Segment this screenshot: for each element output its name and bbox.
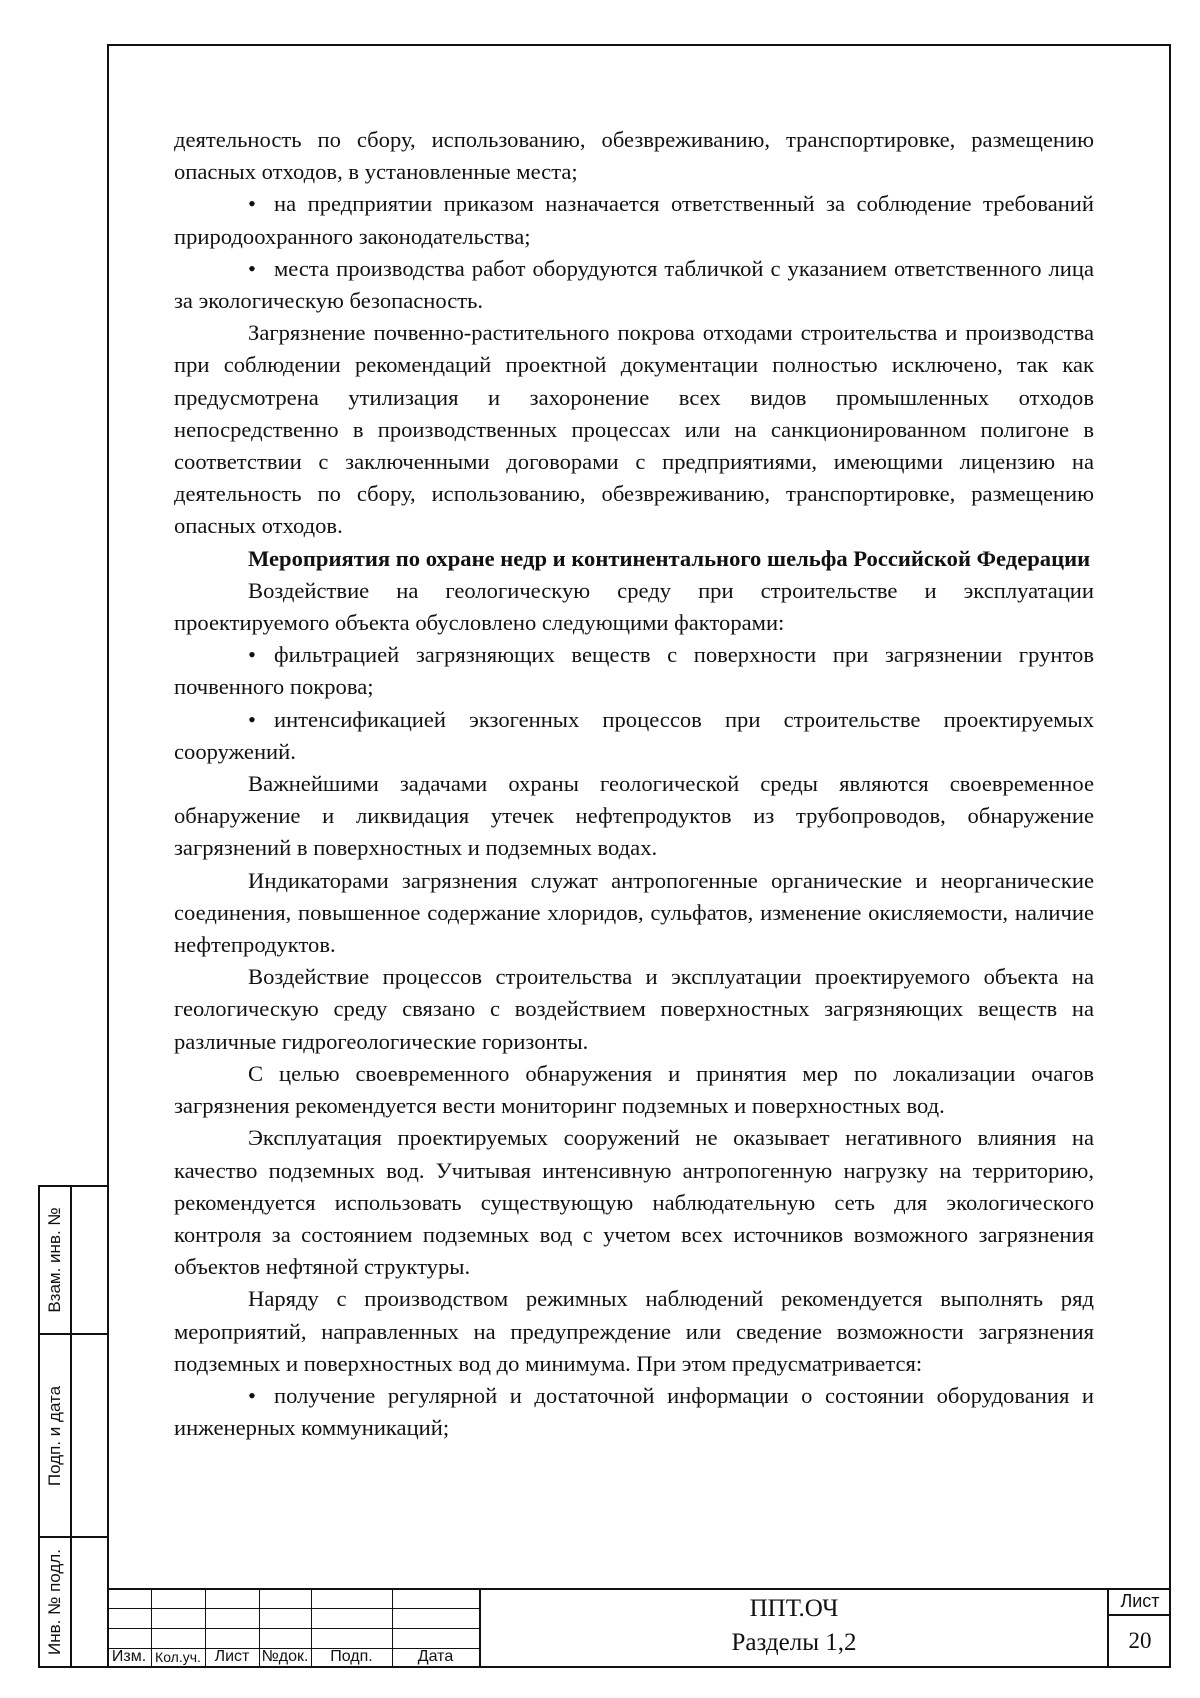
document-designation <box>481 1588 1107 1668</box>
title-block <box>107 1588 1171 1668</box>
bullet-item <box>174 253 1094 317</box>
section-heading: Мероприятия по охране недр и континентального шельфа Российской Федерации <box>248 545 1091 571</box>
bullet-text: интенсификацией экзогенных процессов при строительстве проектируемых сооружений. <box>174 706 1094 764</box>
column-podp: Подп. <box>330 1648 373 1665</box>
sheet-cell <box>1107 1588 1171 1668</box>
column-data: Дата <box>417 1648 454 1665</box>
paragraph: Воздействие на геологическую среду при строительстве и эксплуатации проектируемого объекта обусловлено следующими факторами: <box>174 577 1094 636</box>
bullet-text: места производства работ оборудуются табличкой с указанием ответственного лица за экологическую безопасность. <box>174 255 1094 314</box>
paragraph: Загрязнение почвенно-растительного покрова отходами строительства и производства при соблюдении рекомендаций проектной документации полностью исключено, так как предусмотрена утилизация и захоронение всех видов промышленных отходов непосредственно в производственных процессах или на санкционированном полигоне в соответствии с заключенными договорами с предприятиями, имеющими лицензию на деятельность по сбору, использованию, обезвреживанию, транспортировке, размещению опасных отходов. <box>174 320 1094 539</box>
bullet-icon: • <box>248 642 256 668</box>
side-label-inv: Инв. № подл. <box>45 1549 64 1655</box>
column-izm: Изм. <box>111 1648 147 1665</box>
document-body <box>174 124 1094 1444</box>
doc-code: ППТ.ОЧ <box>749 1595 839 1622</box>
side-label-sign-date: Подп. и дата <box>45 1385 64 1486</box>
sheet-number: 20 <box>1128 1628 1152 1653</box>
column-list: Лист <box>214 1648 250 1665</box>
bullet-icon: • <box>248 255 256 281</box>
doc-title: Разделы 1,2 <box>731 1629 857 1656</box>
side-label-swap: Взам. инв. № <box>45 1207 64 1313</box>
bullet-item <box>174 188 1094 252</box>
paragraph: Эксплуатация проектируемых сооружений не оказывает негативного влияния на качество подземных вод. Учитывая интенсивную антропогенную нагрузку на территорию, рекомендуется использовать существующую наблюдательную сеть для экологического контроля за состоянием подземных вод с учетом всех источников возможного загрязнения объектов нефтяной структуры. <box>174 1125 1094 1280</box>
bullet-icon: • <box>248 191 256 217</box>
side-field-swap <box>38 1185 107 1335</box>
paragraph: Индикаторами загрязнения служат антропогенные органические и неорганические соединения, повышенное содержание хлоридов, сульфатов, изменение окисляемости, наличие нефтепродуктов. <box>174 867 1094 958</box>
bullet-item <box>174 639 1094 703</box>
bullet-icon: • <box>248 706 256 732</box>
column-ndok: №док. <box>261 1648 309 1665</box>
bullet-text: получение регулярной и достаточной информации о состоянии оборудования и инженерных коммуникаций; <box>174 1382 1094 1441</box>
bullet-item <box>174 704 1094 768</box>
paragraph: Наряду с производством режимных наблюдений рекомендуется выполнять ряд мероприятий, направленных на предупреждение или сведение возможности загрязнения подземных и поверхностных вод до минимума. При этом предусматривается: <box>174 1286 1094 1376</box>
paragraph: деятельность по сбору, использованию, обезвреживанию, транспортировке, размещению опасных отходов, в установленные места; <box>174 127 1094 185</box>
paragraph: С целью своевременного обнаружения и принятия мер по локализации очагов загрязнения рекомендуется вести мониторинг подземных и поверхностных вод. <box>174 1060 1094 1119</box>
bullet-item <box>174 1380 1094 1444</box>
paragraph: Воздействие процессов строительства и эксплуатации проектируемого объекта на геологическую среду связано с воздействием поверхностных загрязняющих веществ на различные гидрогеологические горизонты. <box>174 964 1094 1054</box>
revision-grid <box>107 1588 481 1668</box>
column-kol-uch: Кол.уч. <box>155 1649 201 1665</box>
bullet-text: на предприятии приказом назначается ответственный за соблюдение требований природоохранного законодательства; <box>174 191 1094 249</box>
side-field-sign-date <box>38 1333 107 1538</box>
bullet-text: фильтрацией загрязняющих веществ с поверхности при загрязнении грунтов почвенного покрова; <box>174 642 1094 700</box>
bullet-icon: • <box>248 1382 256 1408</box>
sheet-label: Лист <box>1109 1588 1171 1616</box>
side-field-inv <box>38 1536 107 1668</box>
paragraph: Важнейшими задачами охраны геологической среды являются своевременное обнаружение и ликвидация утечек нефтепродуктов из трубопроводов, обнаружение загрязнений в поверхностных и подземных водах. <box>174 771 1094 861</box>
